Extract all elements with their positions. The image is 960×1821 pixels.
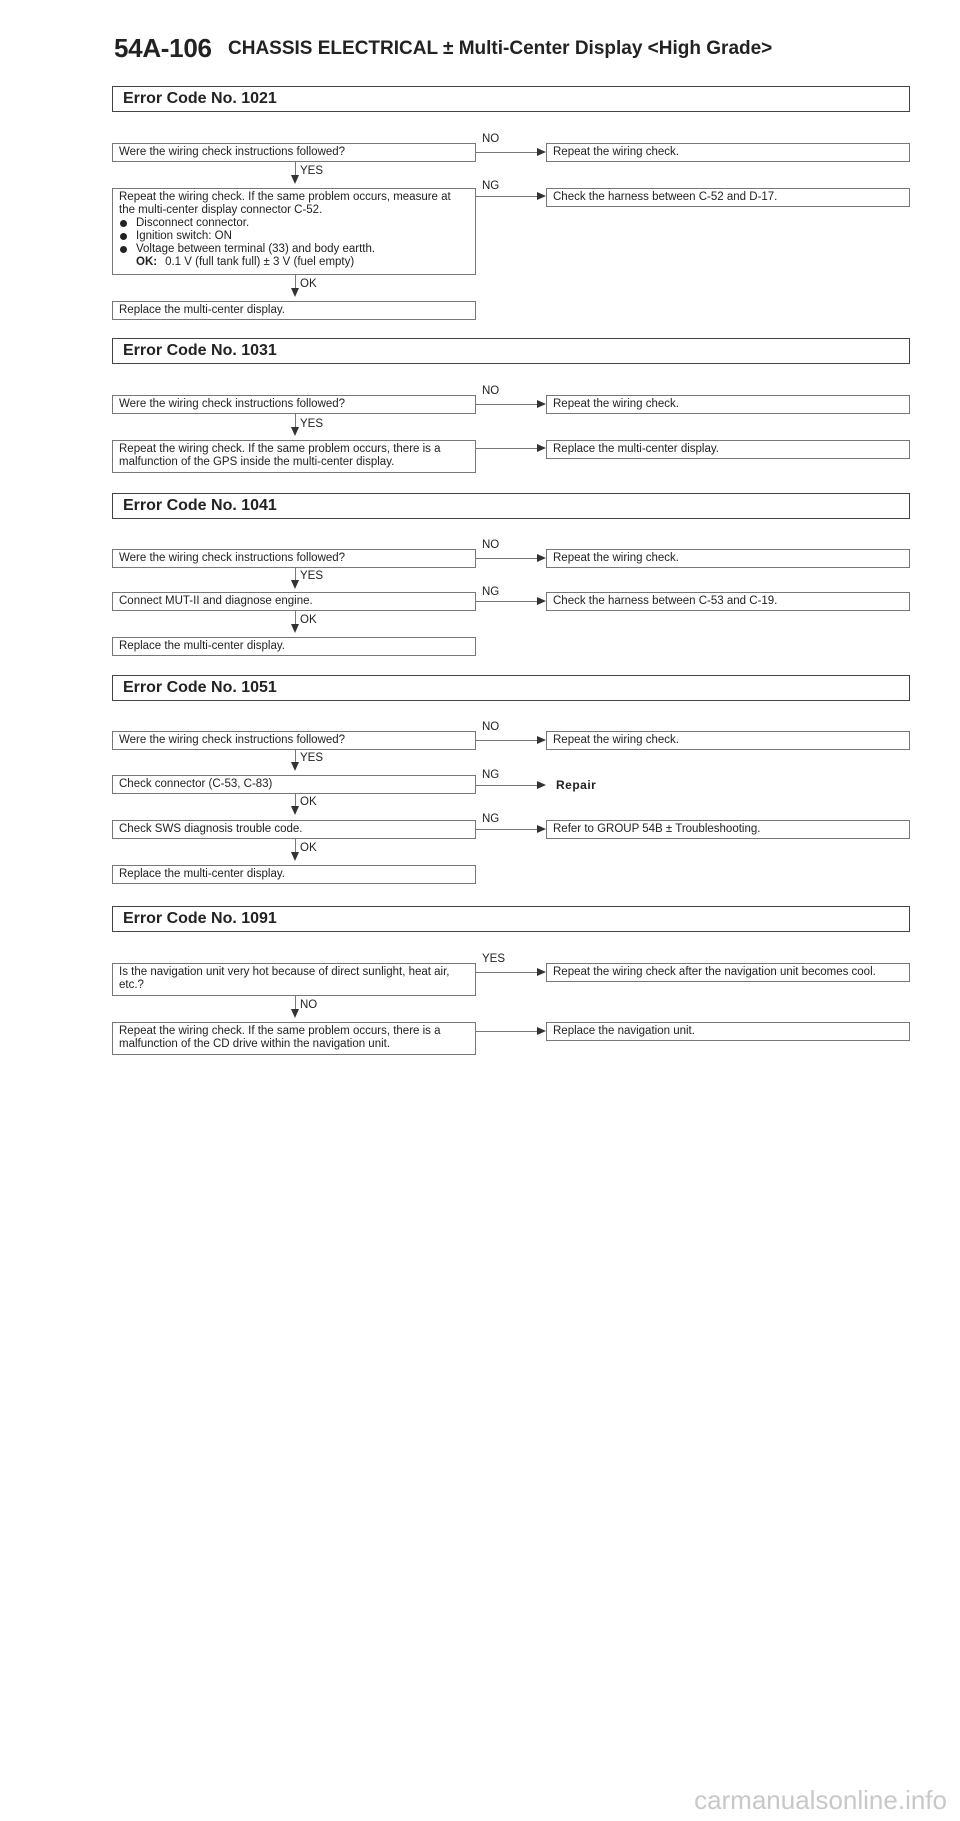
page-title: CHASSIS ELECTRICAL ± Multi-Center Display <High Grade> [228, 38, 773, 59]
connector-line [476, 740, 537, 741]
result-box: Check the harness between C-52 and D-17. [546, 188, 910, 207]
question-box: Were the wiring check instructions followed? [112, 395, 476, 414]
step-text: Repeat the wiring check. If the same problem occurs, measure at the multi-center display connector C-52. [119, 191, 451, 216]
arrow-down-icon [291, 806, 299, 815]
result-box: Repeat the wiring check. [546, 731, 910, 750]
ng-label: NG [482, 180, 500, 192]
ok-label: OK [300, 796, 317, 808]
ok-label: OK [300, 614, 317, 626]
connector-line [295, 996, 296, 1009]
connector-line [476, 972, 537, 973]
bullet-icon [120, 220, 127, 227]
question-box: Were the wiring check instructions followed? [112, 731, 476, 750]
step-box [112, 188, 476, 275]
question-box: Is the navigation unit very hot because of direct sunlight, heat air, etc.? [112, 963, 476, 996]
connector-line [476, 601, 537, 602]
connector-line [476, 196, 537, 197]
bullet-item: Voltage between terminal (33) and body eartth. [119, 243, 469, 256]
connector-line [295, 414, 296, 427]
ng-label: NG [482, 813, 500, 825]
arrow-right-icon [537, 444, 546, 452]
result-box: Check the harness between C-53 and C-19. [546, 592, 910, 611]
step-box: Repeat the wiring check. If the same problem occurs, there is a malfunction of the CD drive within the navigation unit. [112, 1022, 476, 1055]
result-box: Repeat the wiring check. [546, 395, 910, 414]
arrow-down-icon [291, 175, 299, 184]
step-box: Replace the multi-center display. [112, 301, 476, 320]
arrow-right-icon [537, 781, 546, 789]
arrow-down-icon [291, 762, 299, 771]
ok-spec: OK: 0.1 V (full tank full) ± 3 V (fuel empty) [136, 256, 355, 268]
arrow-right-icon [537, 554, 546, 562]
ng-label: NG [482, 769, 500, 781]
bullet-icon [120, 246, 127, 253]
no-label: NO [300, 999, 318, 1011]
yes-label: YES [300, 752, 324, 764]
yes-label: YES [300, 165, 324, 177]
no-label: NO [482, 721, 500, 733]
arrow-right-icon [537, 597, 546, 605]
section-header-1031: Error Code No. 1031 [112, 338, 910, 364]
step-box: Check SWS diagnosis trouble code. [112, 820, 476, 839]
arrow-right-icon [537, 968, 546, 976]
connector-line [295, 275, 296, 288]
ng-label: NG [482, 586, 500, 598]
arrow-down-icon [291, 580, 299, 589]
connector-line [295, 568, 296, 580]
question-box: Were the wiring check instructions followed? [112, 143, 476, 162]
section-header-1051: Error Code No. 1051 [112, 675, 910, 701]
ok-label: OK [300, 842, 317, 854]
arrow-right-icon [537, 1027, 546, 1035]
connector-line [295, 611, 296, 624]
bullet-item: Ignition switch: ON [119, 230, 469, 243]
step-box: Connect MUT-II and diagnose engine. [112, 592, 476, 611]
watermark: carmanualsonline.info [694, 1785, 947, 1815]
arrow-right-icon [537, 825, 546, 833]
result-box: Repeat the wiring check. [546, 143, 910, 162]
connector-line [476, 785, 537, 786]
connector-line [295, 750, 296, 762]
result-box: Replace the multi-center display. [546, 440, 910, 459]
page-number: 54A-106 [114, 33, 212, 63]
result-box: Refer to GROUP 54B ± Troubleshooting. [546, 820, 910, 839]
yes-label: YES [482, 953, 506, 965]
no-label: NO [482, 539, 500, 551]
arrow-down-icon [291, 288, 299, 297]
arrow-down-icon [291, 427, 299, 436]
arrow-right-icon [537, 192, 546, 200]
arrow-right-icon [537, 400, 546, 408]
yes-label: YES [300, 570, 324, 582]
connector-line [476, 404, 537, 405]
step-box: Check connector (C-53, C-83) [112, 775, 476, 794]
question-box: Were the wiring check instructions followed? [112, 549, 476, 568]
bullet-item: Disconnect connector. [119, 217, 469, 230]
connector-line [476, 829, 537, 830]
result-box: Repeat the wiring check. [546, 549, 910, 568]
section-header-1021: Error Code No. 1021 [112, 86, 910, 112]
step-box: Repeat the wiring check. If the same problem occurs, there is a malfunction of the GPS inside the multi-center display. [112, 440, 476, 473]
arrow-down-icon [291, 1009, 299, 1018]
arrow-right-icon [537, 736, 546, 744]
bullet-icon [120, 233, 127, 240]
result-box: Repeat the wiring check after the navigation unit becomes cool. [546, 963, 910, 982]
arrow-down-icon [291, 852, 299, 861]
connector-line [476, 1031, 537, 1032]
yes-label: YES [300, 418, 324, 430]
section-header-1091: Error Code No. 1091 [112, 906, 910, 932]
connector-line [476, 448, 537, 449]
repair-result: Repair [556, 778, 597, 792]
no-label: NO [482, 133, 500, 145]
step-box: Replace the multi-center display. [112, 637, 476, 656]
arrow-right-icon [537, 148, 546, 156]
connector-line [295, 794, 296, 806]
connector-line [295, 162, 296, 175]
no-label: NO [482, 385, 500, 397]
connector-line [476, 558, 537, 559]
ok-label: OK [300, 278, 317, 290]
section-header-1041: Error Code No. 1041 [112, 493, 910, 519]
result-box: Replace the navigation unit. [546, 1022, 910, 1041]
arrow-down-icon [291, 624, 299, 633]
step-box: Replace the multi-center display. [112, 865, 476, 884]
connector-line [476, 152, 537, 153]
connector-line [295, 839, 296, 852]
